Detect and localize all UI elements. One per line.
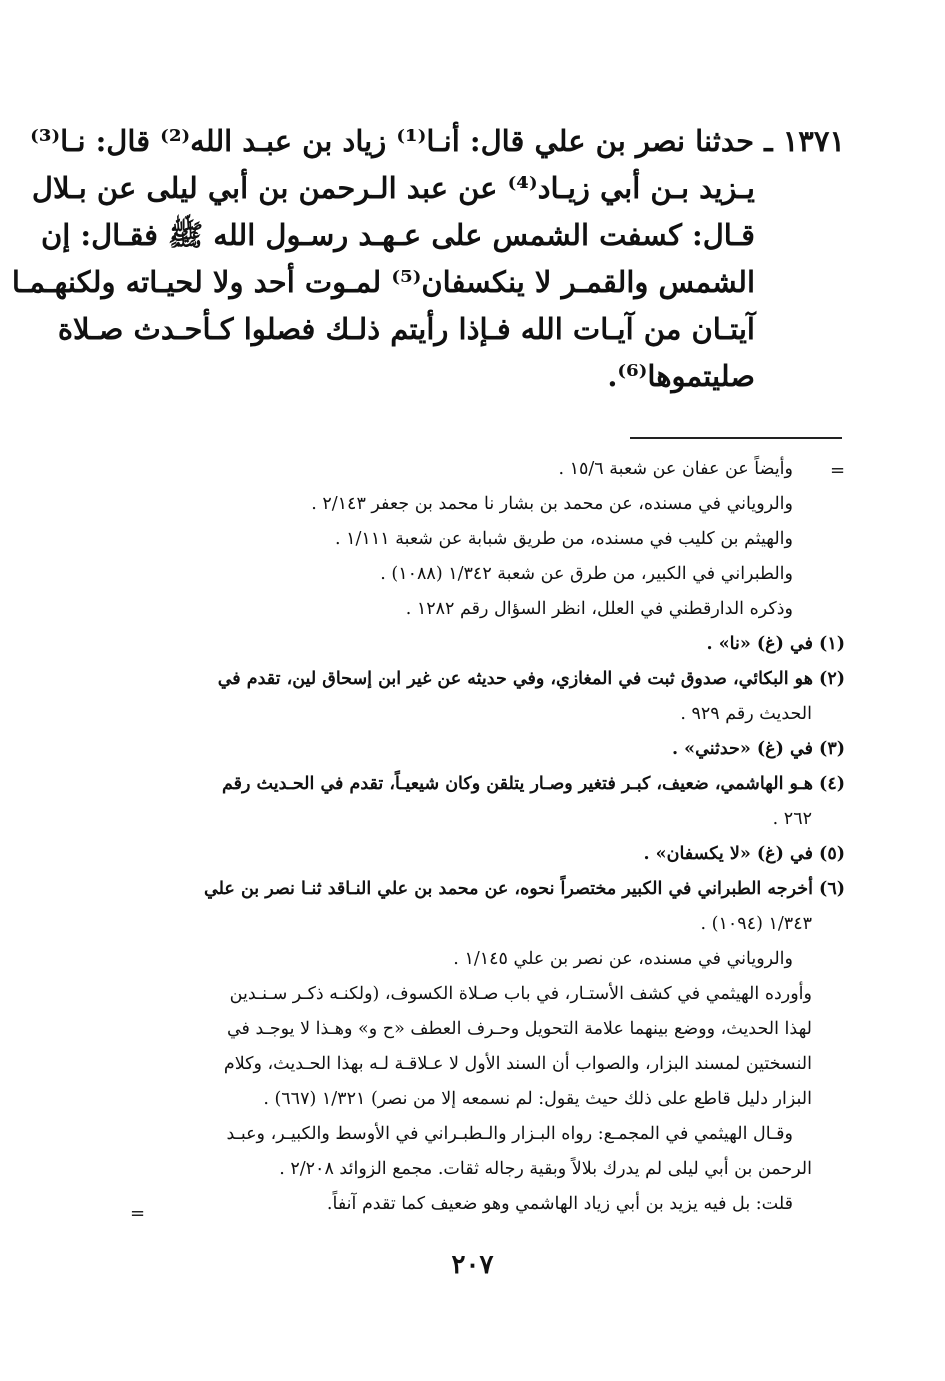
footnote-line: (٣) في (غ) «حدثني» . <box>672 739 845 759</box>
hadith-line: يـزيد بـن أبي زيـاد⁽⁴⁾ عن عبد الـرحمن بن أبي ليلى عن بـلال <box>31 171 755 205</box>
hadith-line: قـال: كسفت الشمس على عـهـد رسـول الله ﷺ فقـال: إن <box>40 218 755 252</box>
footnote-separator <box>630 437 842 439</box>
footnote-line: (٤) هـو الهاشمي، ضعيف، كبـر فتغير وصـار يتلقن وكان شيعيـاً، تقدم في الحـديث رقم <box>221 774 845 794</box>
footnotes <box>140 452 845 1222</box>
footnote-line: (٥) في (غ) «لا يكسفان» . <box>643 844 845 864</box>
hadith-line: صليتموها⁽⁶⁾. <box>607 359 755 393</box>
continuation-mark: = <box>830 460 846 481</box>
hadith-line: آيتـان من آيـات الله فـإذا رأيتم ذلـك فصلوا كـأحـدث صـلاة <box>57 312 755 346</box>
footnote-line: (٢) هو البكائي، صدوق ثبت في المغازي، وفي حديثه عن غير ابن إسحاق لين، تقدم في <box>217 669 845 689</box>
footnote-line: والهيثم بن كليب في مسنده، من طريق شبابة عن شعبة ١/١١١ . <box>335 529 793 549</box>
footnote-line: البزار دليل قاطع على ذلك حيث يقول: لم نسمعه إلا من نصر) ١/٣٢١ (٦٦٧) . <box>263 1089 812 1109</box>
footnote-line: والروياني في مسنده، عن نصر بن علي ١/١٤٥ . <box>453 949 793 969</box>
footnote-line: ١/٣٤٣ (١٠٩٤) . <box>700 914 812 934</box>
footnote-line: لهذا الحديث، ووضع بينهما علامة التحويل وحـرف العطف «ح و» وهـذا لا يوجـد في <box>226 1019 812 1039</box>
footnote-line: وأيضاً عن عفان عن شعبة ١٥/٦ . <box>558 459 793 479</box>
footnote-line: وأورده الهيثمي في كشف الأستـار، في باب صـلاة الكسوف، (ولكنـه ذكـر سـنـدين <box>229 984 812 1004</box>
continuation-mark-end: = <box>130 1203 146 1224</box>
hadith-line: الشمس والقمـر لا ينكسفان⁽⁵⁾ لمـوت أحد ولا لحيـاته ولكنهـمـا <box>11 265 755 299</box>
hadith-line: ١٣٧١ ـ حدثنا نصر بن علي قال: أنـا⁽¹⁾ زياد بن عبـد الله⁽²⁾ قال: نـا⁽³⁾ <box>30 124 845 158</box>
footnote-line: النسختين لمسند البزار، والصواب أن السند الأول لا عـلاقـة لـه بهذا الحـديث، وكلام <box>223 1054 812 1074</box>
footnote-line: الرحمن بن أبي ليلى لم يدرك بلالاً وبقية رجاله ثقات. مجمع الزوائد ٢/٢٠٨ . <box>279 1159 812 1179</box>
page-number: ٢٠٧ <box>451 1250 494 1280</box>
footnote-line: والروياني في مسنده، عن محمد بن بشار نا محمد بن جعفر ٢/١٤٣ . <box>311 494 793 514</box>
footnote-line: قلت: بل فيه يزيد بن أبي زياد الهاشمي وهو ضعيف كما تقدم آنفاً. <box>326 1194 793 1214</box>
footnote-line: وقـال الهيثمي في المجمـع: رواه البـزار والـطبـراني في الأوسط والكبيـر، وعبـد <box>226 1124 793 1144</box>
footnote-line: الحديث رقم ٩٢٩ . <box>680 704 812 724</box>
footnote-line: والطبراني في الكبير، من طرق عن شعبة ١/٣٤٢ (١٠٨٨) . <box>380 564 793 584</box>
hadith-text <box>11 118 845 400</box>
footnote-line: ٢٦٢ . <box>772 809 812 829</box>
footnote-line: (٦) أخرجه الطبراني في الكبير مختصراً نحوه، عن محمد بن علي النـاقد ثنـا نصر بن علي <box>204 879 845 899</box>
footnote-line: (١) في (غ) «نا» . <box>706 634 845 654</box>
footnote-line: وذكره الدارقطني في العلل، انظر السؤال رقم ١٢٨٢ . <box>405 599 793 619</box>
